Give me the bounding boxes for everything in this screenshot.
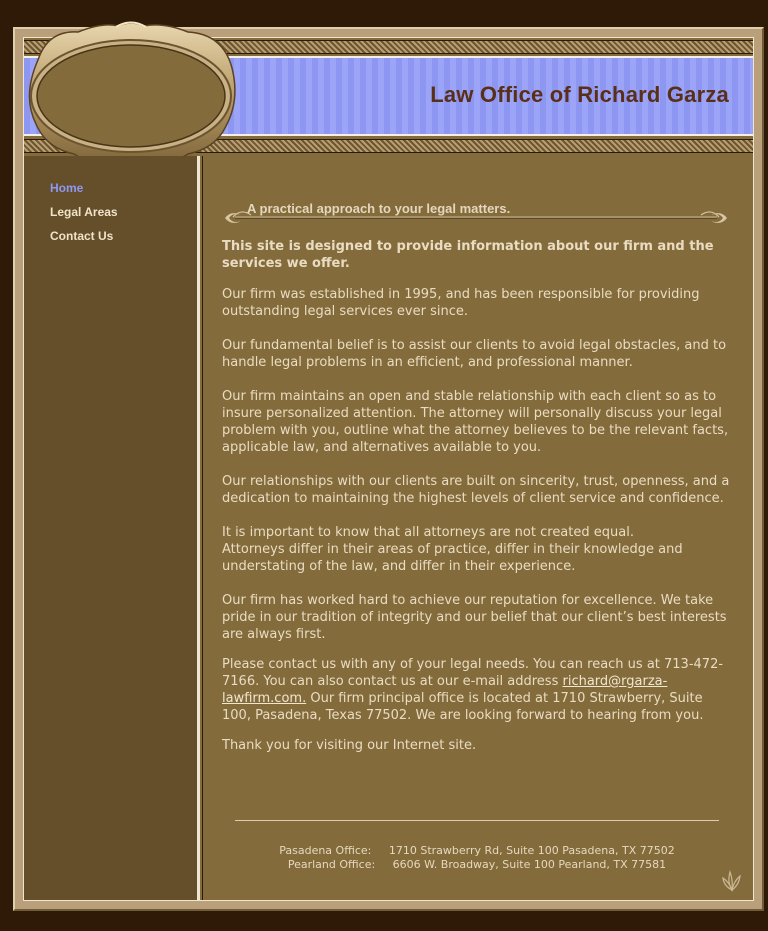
paragraph: Our fundamental belief is to assist our clients to avoid legal obstacles, and to handle legal problems in an efficient, and professional manner.: [222, 338, 727, 370]
oval-frame-logo: [18, 20, 244, 170]
office-address: 6606 W. Broadway, Suite 100 Pearland, TX 77581: [392, 858, 667, 871]
contact-paragraph: [222, 656, 734, 724]
paragraph: Our firm was established in 1995, and has been responsible for providing outstanding legal services ever since.: [222, 287, 700, 319]
office-row: [203, 858, 751, 872]
tagline: A practical approach to your legal matters.: [247, 201, 511, 216]
nav-item-legal-areas[interactable]: Legal Areas: [50, 205, 118, 219]
office-row: [203, 844, 751, 858]
sidebar: [24, 156, 200, 900]
intro-text: This site is designed to provide information about our firm and the services we offer.: [222, 239, 714, 271]
page-container: [24, 38, 753, 900]
office-addresses: [203, 844, 751, 872]
office-label: Pasadena Office:: [279, 844, 372, 857]
paragraph: Our firm maintains an open and stable relationship with each client so as to insure personalized attention. The attorney will personally discuss your legal problem with you, outline what the attorney believes to be the relevant facts, applicable law, and alternatives available to you.: [222, 389, 729, 455]
nav-item-home[interactable]: Home: [50, 181, 84, 195]
paragraph-line: Attorneys differ in their areas of practice, differ in their knowledge and understating of the law, and differ in their experience.: [222, 542, 683, 574]
paragraph: Our firm has worked hard to achieve our reputation for excellence. We take pride in our tradition of integrity and our belief that our client’s best interests are always first.: [222, 593, 727, 642]
paragraph: Our relationships with our clients are built on sincerity, trust, openness, and a dedication to maintaining the highest levels of client service and confidence.: [222, 474, 730, 506]
nav-item-contact-us[interactable]: Contact Us: [50, 229, 114, 243]
tagline-banner: [223, 198, 729, 224]
footer-divider: [235, 820, 719, 821]
sidebar-nav: [50, 180, 118, 252]
office-address: 1710 Strawberry Rd, Suite 100 Pasadena, TX 77502: [388, 844, 675, 857]
paragraph: [222, 524, 734, 575]
email-link[interactable]: richard@rgarza-lawfirm.com.: [222, 674, 668, 706]
leaf-sprout-icon: [721, 868, 743, 892]
article: [222, 238, 734, 771]
site-title: Law Office of Richard Garza: [430, 82, 729, 107]
paragraph-line: It is important to know that all attorneys are not created equal.: [222, 525, 634, 540]
contact-text: Our firm principal office is located at 1710 Strawberry, Suite 100, Pasadena, Texas 77502. We are looking forward to hearing from you.: [222, 691, 704, 723]
thanks-text: Thank you for visiting our Internet site.: [222, 738, 477, 753]
contact-text: Please contact us with any of your legal needs. You can reach us at 713-472-7166. You can also contact us at our e-mail address: [222, 657, 724, 689]
main-content: [202, 156, 753, 900]
office-label: Pearland Office:: [287, 858, 376, 871]
